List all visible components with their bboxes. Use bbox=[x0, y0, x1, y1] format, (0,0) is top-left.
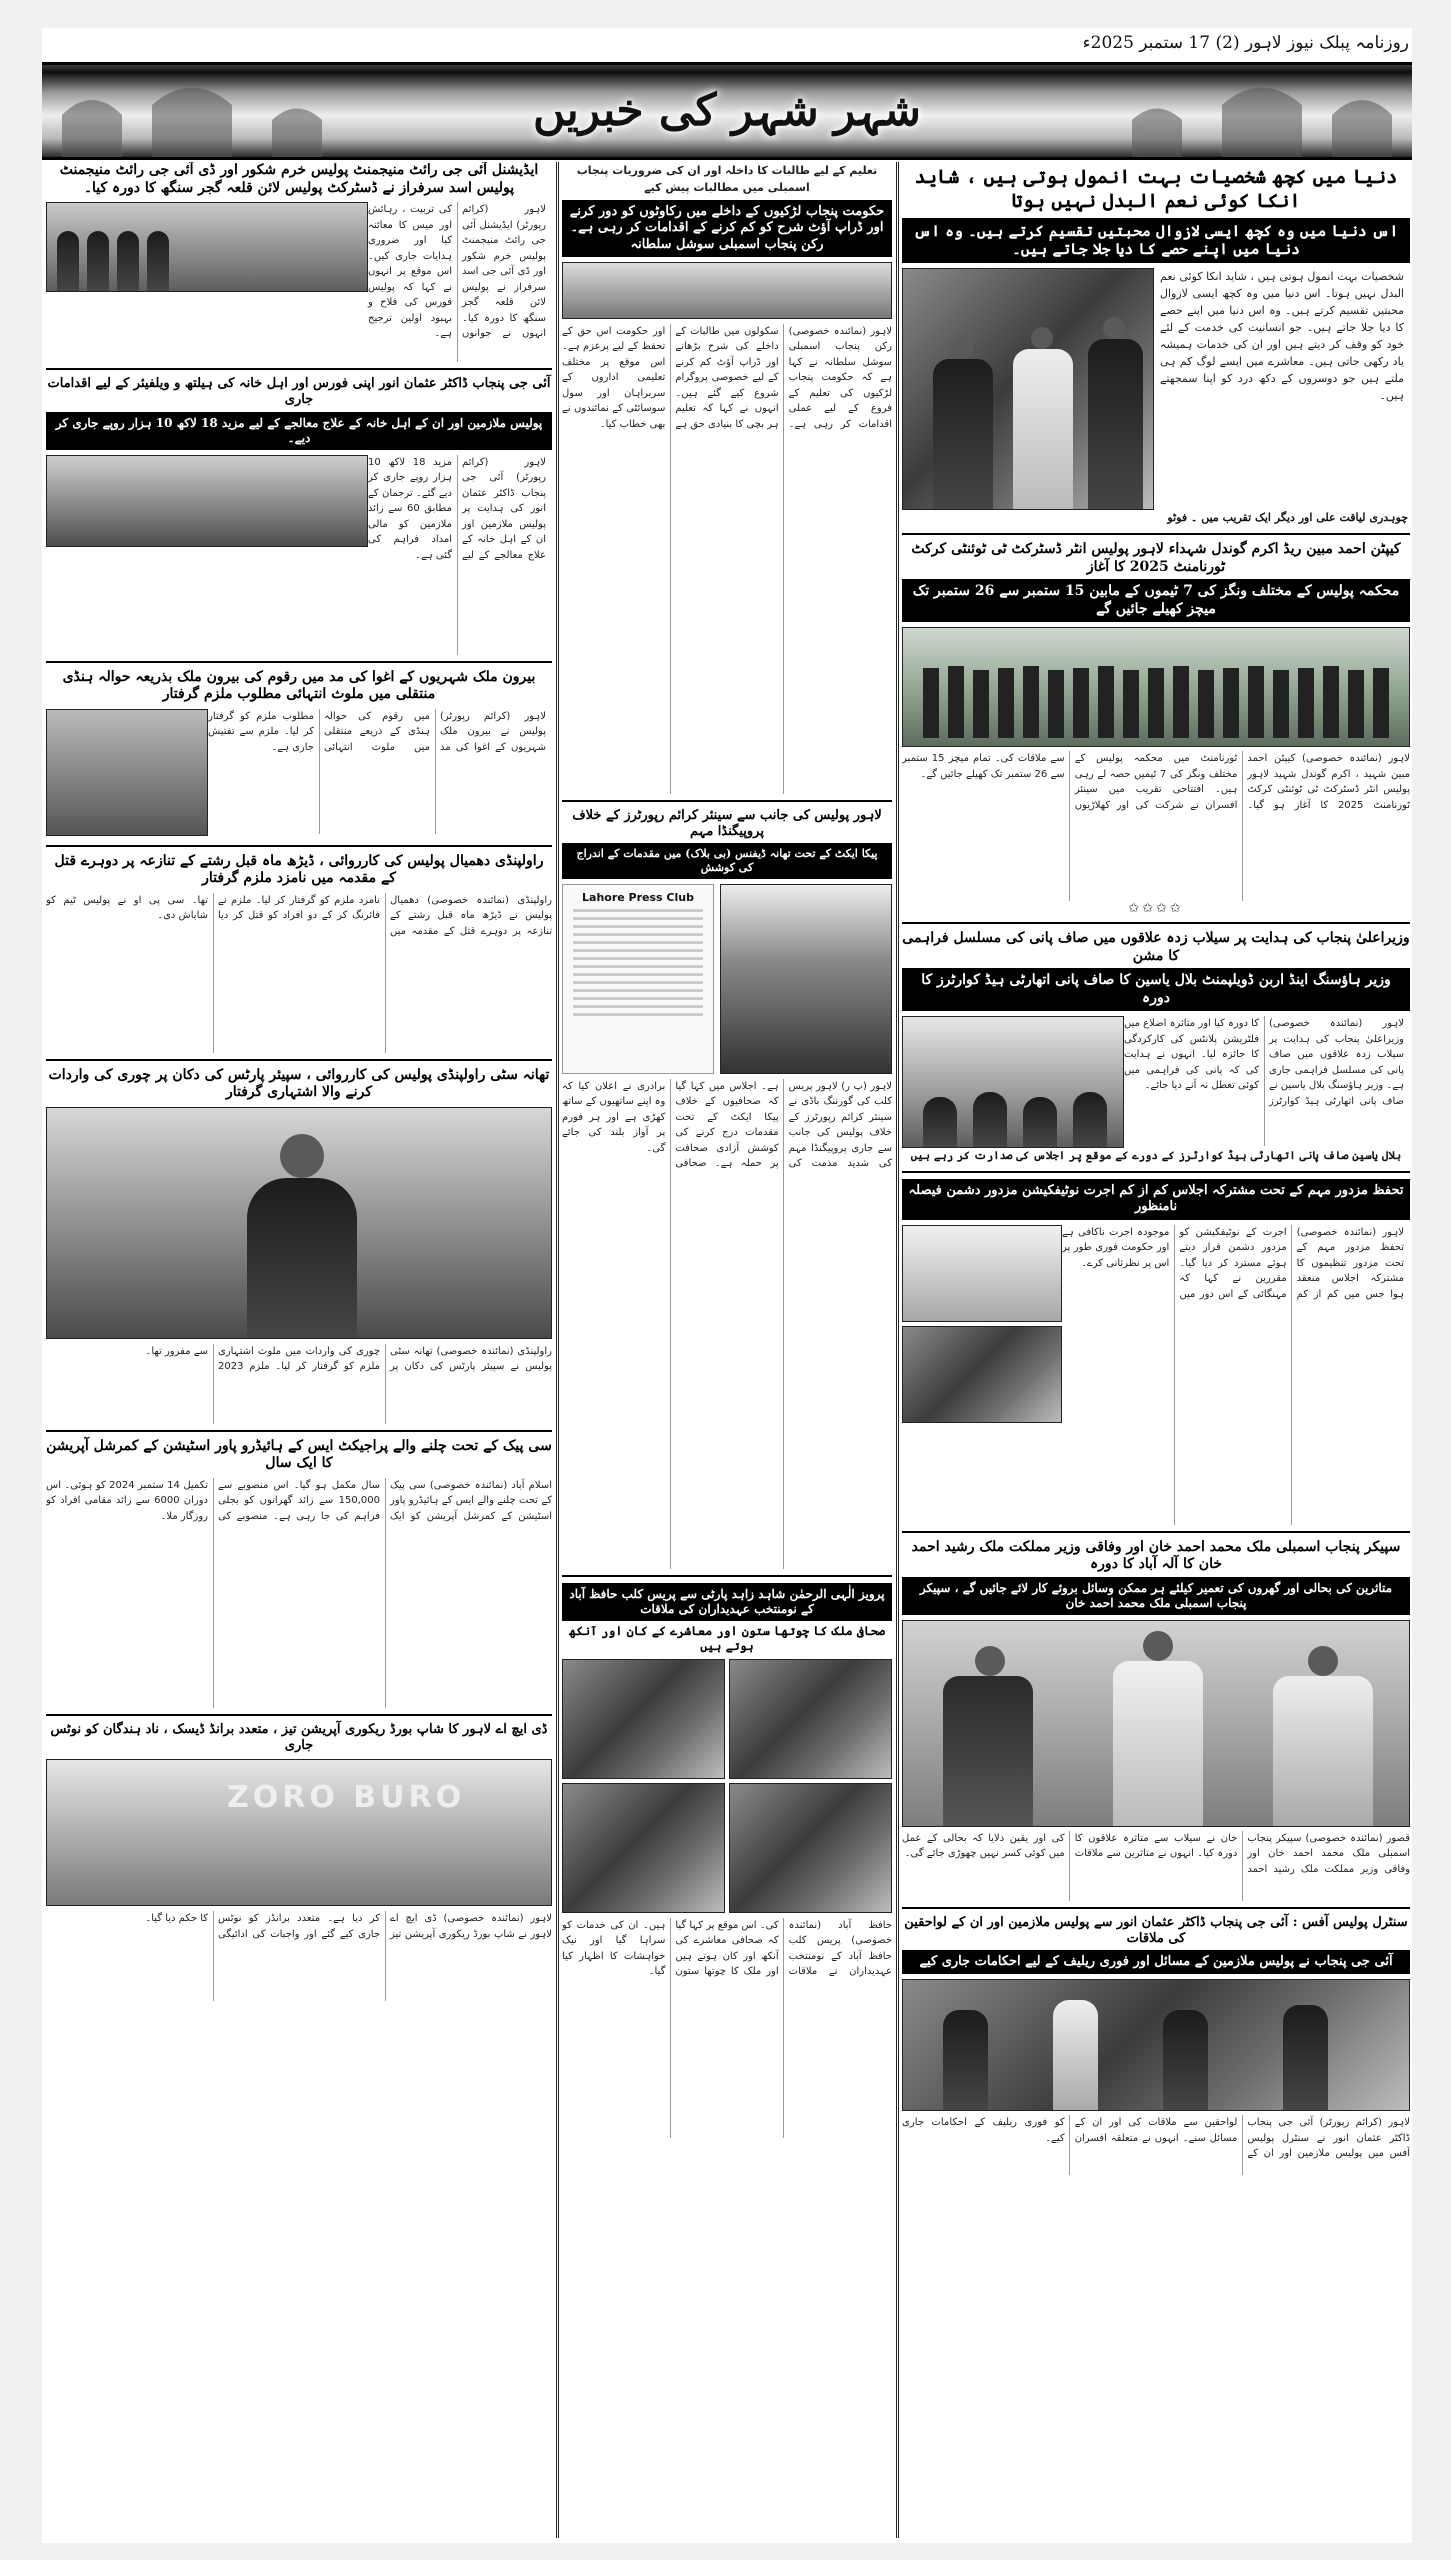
middle-column bbox=[562, 162, 892, 2538]
lead-headline: دنیا میں کچھ شخصیات بہت انمول ہوتی ہیں ، شاید انکا کوئی نعم البدل نہیں ہوتا bbox=[914, 166, 1398, 212]
cricket-players-figures bbox=[903, 628, 1410, 746]
labour-meeting-photo bbox=[902, 1326, 1062, 1423]
lead-subhead: اس دنیا میں وہ کچھ ایسی لازوال محبتیں تقسیم کرتے ہیں۔ وہ اس دنیا میں اپنے حصے کا دیا جلا جاتے ہیں۔ bbox=[902, 218, 1410, 264]
press-club-letter bbox=[562, 884, 714, 1074]
journalists-photo bbox=[562, 1783, 725, 1913]
welfare-body: لاہور (کرائم رپورٹر) آئی جی پنجاب ڈاکٹر عثمان انور کی ہدایت پر پولیس ملازمین اور ان کے اہل خانہ کے علاج معالجے کے لیے مزید 18 لاکھ 10 ہزار روپے جاری کر دیے گئے۔ ترجمان کے مطابق 60 سے زائد ملازمین کو مالی امداد فراہم کی گئی ہے۔ bbox=[368, 456, 546, 561]
central-police-photo bbox=[902, 1979, 1410, 2111]
education-body: لاہور (نمائندہ خصوصی) رکن پنجاب اسمبلی سوشل سلطانہ نے کہا ہے کہ حکومت پنجاب لڑکیوں کی تعلیم کے فروغ کے لیے عملی اقدامات کر رہی ہے۔ سکولوں میں طالبات کے داخلے کی شرح بڑھانے اور ڈراپ آؤٹ کم کرنے کے لیے خصوصی پروگرام شروع کیے گئے ہیں۔ انہوں نے کہا کہ تعلیم ہر بچی کا بنیادی حق ہے اور حکومت اس حق کے تحفظ کے لیے پرعزم ہے۔ اس موقع پر مختلف تعلیمی اداروں کے سربراہان اور سول سوسائٹی کے نمائندوں نے بھی خطاب کیا۔ bbox=[562, 325, 892, 430]
lines-parade-photo bbox=[46, 202, 368, 292]
cricket-team-photo bbox=[902, 627, 1410, 747]
speaker-photo bbox=[902, 1620, 1410, 1827]
press-club-body: لاہور (پ ر) لاہور پریس کلب کی گورننگ باڈی نے سینئر کرائم رپورٹرز کے خلاف پولیس کی جانب سے جاری پروپیگنڈا مہم کی شدید مذمت کی ہے۔ اجلاس میں کہا گیا کہ صحافیوں کے خلاف پیکا ایکٹ کے تحت مقدمات درج کرنے کی کوشش آزادی صحافت پر حملہ ہے۔ صحافی برادری نے اعلان کیا کہ وہ اپنے ساتھیوں کے ساتھ کھڑی ہے اور ہر فورم پر آواز بلند کی جائے گی۔ bbox=[562, 1080, 892, 1170]
labour-headline: تحفظ مزدور مہم کے تحت مشترکہ اجلاس کم از کم اجرت نوٹیفکیشن مزدور دشمن فیصلہ نامنظور bbox=[902, 1179, 1410, 1220]
journalists-photo-grid bbox=[562, 1659, 892, 1913]
lead-body: شخصیات بہت انمول ہوتی ہیں ، شاید انکا کوئی نعم البدل نہیں ہوتا۔ اس دنیا میں وہ کچھ ایسی لازوال محبتیں تقسیم کرتے ہیں۔ وہ اس دنیا میں اپنے حصے کا دیا جلا جاتے ہیں۔ جو انسانیت کی خدمت کے لئے خود کو وقف کر دیتے ہیں اور ان کی خدمات ہمیشہ یاد رکھی جاتی ہیں۔ معاشرے میں ایسے لوگ کم ہی ملتے ہیں جو دوسروں کے دکھ درد کو اپنا سمجھتے ہیں۔ bbox=[1160, 270, 1404, 403]
central-police-body: لاہور (کرائم رپورٹر) آئی جی پنجاب ڈاکٹر عثمان انور نے سنٹرل پولیس آفس میں پولیس ملازمین اور ان کے لواحقین سے ملاقات کی اور ان کے مسائل سنے۔ انہوں نے متعلقہ افسران کو فوری ریلیف کے احکامات جاری کیے۔ bbox=[902, 2117, 1410, 2160]
dha-headline: ڈی ایچ اے لاہور کا شاپ بورڈ ریکوری آپریشن تیز ، متعدد برانڈ ڈیسک ، ناد ہندگان کو نوٹس جاری bbox=[50, 1721, 548, 1753]
lead-caption: چوہدری لیاقت علی اور دیگر ایک تقریب میں ۔ فوٹو bbox=[1167, 511, 1408, 524]
hundi-headline: بیرون ملک شہریوں کے اغوا کی مد میں رقوم کی بیرون ملک بذریعہ حوالہ ہنڈی منتقلی میں ملوث انتہائی مطلوب ملزم گرفتار bbox=[62, 668, 536, 702]
lines-story bbox=[46, 202, 552, 362]
education-intro: تعلیم کے لیے طالبات کا داخلہ اور ان کی ضروریات پنجاب اسمبلی میں مطالبات پیش کیے bbox=[576, 164, 878, 195]
masthead bbox=[42, 62, 1412, 160]
journalists-headline: پرویز الٰہی الرحمٰن شاہد زاہد پارٹی سے پریس کلب حافظ آباد کے نومنتخب عہدیداران کی ملاقات bbox=[562, 1583, 892, 1621]
labour-body: لاہور (نمائندہ خصوصی) تحفظ مزدور مہم کے تحت مزدور تنظیموں کا مشترکہ اجلاس منعقد ہوا جس میں کم از کم اجرت کے نوٹیفکیشن کو مزدور دشمن قرار دیتے ہوئے مسترد کر دیا گیا۔ مقررین نے کہا کہ مہنگائی کے اس دور میں موجودہ اجرت ناکافی ہے اور حکومت فوری طور پر اس پر نظرثانی کرے۔ bbox=[1062, 1226, 1404, 1300]
welfare-story bbox=[46, 455, 552, 655]
labour-banner-photo bbox=[902, 1225, 1062, 1322]
press-club-media bbox=[562, 884, 892, 1074]
dha-body: لاہور (نمائندہ خصوصی) ڈی ایچ اے لاہور نے شاپ بورڈ ریکوری آپریشن تیز کر دیا ہے۔ متعدد برانڈز کو نوٹس جاری کیے گئے اور واجبات کی ادائیگی کا حکم دیا گیا۔ bbox=[145, 1913, 552, 1940]
spare-headline: تھانہ سٹی راولپنڈی پولیس کی کارروائی ، سپیئر پارٹس کی دکان پر چوری کی واردات کرنے والا اشتہاری گرفتار bbox=[48, 1066, 550, 1100]
cpec-headline: سی پیک کے تحت چلنے والے پراجیکٹ ایس کے ہائیڈرو پاور اسٹیشن کے کمرشل آپریشن کا ایک سال bbox=[46, 1437, 552, 1471]
cricket-subhead: محکمہ پولیس کے مختلف ونگز کی 7 ٹیموں کے مابین 15 ستمبر سے 26 ستمبر تک میچز کھیلے جائیں گے bbox=[902, 579, 1410, 622]
hundi-story bbox=[46, 709, 552, 839]
lead-photo bbox=[902, 268, 1154, 510]
education-headline: حکومت پنجاب لڑکیوں کے داخلے میں رکاوٹوں کو دور کرنے اور ڈراپ آؤٹ شرح کو کم کرنے کے اقدامات کر رہی ہے۔ رکن پنجاب اسمبلی سوشل سلطانہ bbox=[562, 200, 892, 257]
press-club-subhead: پیکا ایکٹ کے تحت تھانہ ڈیفنس (بی بلاک) میں مقدمات کے اندراج کی کوشش bbox=[562, 843, 892, 879]
water-caption: بلال یاسین صاف پانی اتھارٹی ہیڈ کوارٹرز کے دورے کے موقع پر اجلاس کی صدارت کر رہے ہیں bbox=[910, 1149, 1402, 1162]
store-sign: ZORO BURO bbox=[227, 1780, 466, 1815]
water-subhead: وزیر ہاؤسنگ اینڈ اربن ڈویلپمنٹ بلال یاسین کا صاف پانی اتھارٹی ہیڈ کوارٹرز کا دورہ bbox=[902, 968, 1410, 1011]
speaker-headline: سپیکر پنجاب اسمبلی ملک محمد احمد خان اور وفاقی وزیر مملکت ملک رشید احمد خان کا آلہ آباد کا دورہ bbox=[911, 1538, 1401, 1572]
welfare-subhead: پولیس ملازمین اور ان کے اہل خانہ کے علاج معالجے کے لیے مزید 18 لاکھ 10 ہزار روپے جاری کر دیے۔ bbox=[46, 412, 552, 450]
cricket-headline: کیپٹن احمد مبین ریڈ اکرم گوندل شہداء لاہور پولیس انٹر ڈسٹرکٹ ٹی ٹوئنٹی کرکٹ ٹورنامنٹ 2025 کا آغاز bbox=[911, 541, 1401, 575]
dhamial-headline: راولپنڈی دھمیال پولیس کی کارروائی ، ڈیڑھ ماہ قبل رشتے کے تنازعہ پر دوہرے قتل کے مقدمہ میں نامزد ملزم گرفتار bbox=[54, 852, 544, 886]
central-police-subhead: آئی جی پنجاب نے پولیس ملازمین کے مسائل اور فوری ریلیف کے لیے احکامات جاری کیے bbox=[902, 1950, 1410, 1974]
water-body: لاہور (نمائندہ خصوصی) وزیراعلیٰ پنجاب کی ہدایت پر سیلاب زدہ علاقوں میں صاف پانی کی مسلسل فراہمی جاری ہے۔ وزیر ہاؤسنگ بلال یاسین نے صاف پانی اتھارٹی ہیڈ کوارٹرز کا دورہ کیا اور متاثرہ اضلاع میں فلٹریشن پلانٹس کی کارکردگی کا جائزہ لیا۔ انہوں نے ہدایت کی کہ پانی کی فراہمی میں کوئی تعطل نہ آنے دیا جائے۔ bbox=[1124, 1018, 1404, 1107]
lines-headline: ایڈیشنل آئی جی رائٹ منیجمنٹ پولیس خرم شکور اور ڈی آئی جی رائٹ منیجمنٹ پولیس اسد سرفراز نے ڈسٹرکٹ پولیس لائن قلعہ گجر سنگھ کا دورہ کیا۔ bbox=[59, 162, 539, 196]
journalists-photo bbox=[729, 1659, 892, 1779]
welfare-ceremony-photo bbox=[46, 455, 368, 547]
central-police-headline: سنٹرل پولیس آفس : آئی جی پنجاب ڈاکٹر عثمان انور سے پولیس ملازمین اور ان کے لواحقین کی ملاقات bbox=[904, 1914, 1408, 1946]
water-headline: وزیراعلیٰ پنجاب کی ہدایت پر سیلاب زدہ علاقوں میں صاف پانی کی مسلسل فراہمی کا مشن bbox=[902, 930, 1410, 964]
press-club-gathering-photo bbox=[720, 884, 892, 1074]
column-divider bbox=[556, 162, 559, 2538]
labour-photos bbox=[902, 1225, 1062, 1525]
hundi-body: لاہور (کرائم رپورٹر) پولیس نے بیرون ملک شہریوں کے اغوا کی مد میں رقوم کی حوالہ ہنڈی کے ذریعے منتقلی میں ملوث انتہائی مطلوب ملزم کو گرفتار کر لیا۔ ملزم سے تفتیش جاری ہے۔ bbox=[208, 710, 546, 753]
education-panel-photo bbox=[562, 262, 892, 319]
press-club-headline: لاہور پولیس کی جانب سے سینئر کرائم رپورٹرز کے خلاف پروپیگنڈا مہم bbox=[572, 807, 882, 840]
column-divider bbox=[896, 162, 899, 2538]
speaker-body: قصور (نمائندہ خصوصی) سپیکر پنجاب اسمبلی ملک محمد احمد خان اور وفاقی وزیر مملکت ملک رشید احمد خان نے سیلاب سے متاثرہ علاقوں کا دورہ کیا۔ انہوں نے متاثرین سے ملاقات کی اور یقین دلایا کہ بحالی کے عمل میں کوئی کسر نہیں چھوڑی جائے گی۔ bbox=[902, 1832, 1410, 1875]
spare-body: راولپنڈی (نمائندہ خصوصی) تھانہ سٹی پولیس نے سپیئر پارٹس کی دکان پر چوری کی واردات میں ملوث اشتہاری ملزم کو گرفتار کر لیا۔ ملزم 2023 سے مفرور تھا۔ bbox=[145, 1345, 552, 1372]
dateline: روزنامہ پبلک نیوز لاہور (2) 17 ستمبر 2025ء bbox=[1082, 33, 1409, 53]
lines-body: لاہور (کرائم رپورٹر) ایڈیشنل آئی جی رائٹ منیجمنٹ پولیس خرم شکور اور ڈی آئی جی اسد سرفراز نے پولیس لائن قلعہ گجر سنگھ کا دورہ کیا۔ انہوں نے جوانوں کی تربیت ، رہائش اور میس کا معائنہ کیا اور ضروری ہدایات جاری کیں۔ اس موقع پر انہوں نے کہا کہ پولیس فورس کی فلاح و بہبود اولین ترجیح ہے۔ bbox=[368, 204, 546, 339]
press-club-letterhead: Lahore Press Club bbox=[582, 890, 694, 904]
cricket-body: لاہور (نمائندہ خصوصی) کیپٹن احمد مبین شہید ، اکرم گوندل شہید لاہور پولیس انٹر ڈسٹرکٹ ٹی ٹوئنٹی کرکٹ ٹورنامنٹ 2025 کا آغاز ہو گیا۔ ٹورنامنٹ میں محکمہ پولیس کے مختلف ونگز کی 7 ٹیمیں حصہ لے رہی ہیں۔ افتتاحی تقریب میں سینئر افسران نے شرکت کی اور کھلاڑیوں سے ملاقات کی۔ تمام میچز 15 ستمبر سے 26 ستمبر تک کھیلے جائیں گے۔ bbox=[902, 753, 1410, 811]
left-column bbox=[46, 162, 552, 2538]
spare-officer-photo bbox=[46, 1107, 552, 1339]
journalists-photo bbox=[729, 1783, 892, 1913]
welfare-headline: آئی جی پنجاب ڈاکٹر عثمان انور اپنی فورس اور اہل خانہ کی ہیلتھ و ویلفیئر کے لیے اقدامات جاری bbox=[47, 376, 551, 408]
dhamial-body: راولپنڈی (نمائندہ خصوصی) دھمیال پولیس نے ڈیڑھ ماہ قبل رشتے کے تنازعہ پر دوہرے قتل کے مقدمہ میں نامزد ملزم کو گرفتار کر لیا۔ ملزم نے فائرنگ کر کے دو افراد کو قتل کر دیا تھا۔ سی پی او نے پولیس ٹیم کو شاباش دی۔ bbox=[46, 894, 552, 937]
right-column bbox=[902, 162, 1410, 2538]
ornament-divider: ✩✩✩✩ bbox=[1128, 901, 1184, 916]
water-meeting-photo bbox=[902, 1016, 1124, 1148]
hundi-suspect-photo bbox=[46, 709, 208, 836]
labour-story bbox=[902, 1225, 1410, 1525]
journalists-subhead: صحافی ملک کا چوتھا ستون اور معاشرے کے کان اور آنکھ ہوتے ہیں bbox=[569, 1623, 885, 1653]
section-title: شہر شہر کی خبریں bbox=[533, 85, 921, 136]
cpec-body: اسلام آباد (نمائندہ خصوصی) سی پیک کے تحت چلنے والے ایس کے ہائیڈرو پاور اسٹیشن کے کمرشل آپریشن کو ایک سال مکمل ہو گیا۔ اس منصوبے سے 150,000 سے زائد گھرانوں کو بجلی فراہم کی جا رہی ہے۔ منصوبے کی تکمیل 14 ستمبر 2024 کو ہوئی۔ اس دوران 6000 سے زائد مقامی افراد کو روزگار ملا۔ bbox=[46, 1479, 552, 1522]
lead-story bbox=[902, 268, 1410, 508]
water-story bbox=[902, 1016, 1410, 1146]
journalists-photo bbox=[562, 1659, 725, 1779]
journalists-body: حافظ آباد (نمائندہ خصوصی) پریس کلب حافظ آباد کے نومنتخب عہدیداران نے ملاقات کی۔ اس موقع پر کہا گیا کہ صحافی معاشرے کی آنکھ اور کان ہوتے ہیں اور ملک کا چوتھا ستون ہیں۔ ان کی خدمات کو سراہا گیا اور نیک خواہشات کا اظہار کیا گیا۔ bbox=[562, 1919, 892, 1978]
speaker-subhead: متاثرین کی بحالی اور گھروں کی تعمیر کیلئے ہر ممکن وسائل بروئے کار لائے جائیں گے ، سپیکر پنجاب اسمبلی ملک محمد احمد خان bbox=[902, 1577, 1410, 1615]
dha-store-photo bbox=[46, 1759, 552, 1906]
